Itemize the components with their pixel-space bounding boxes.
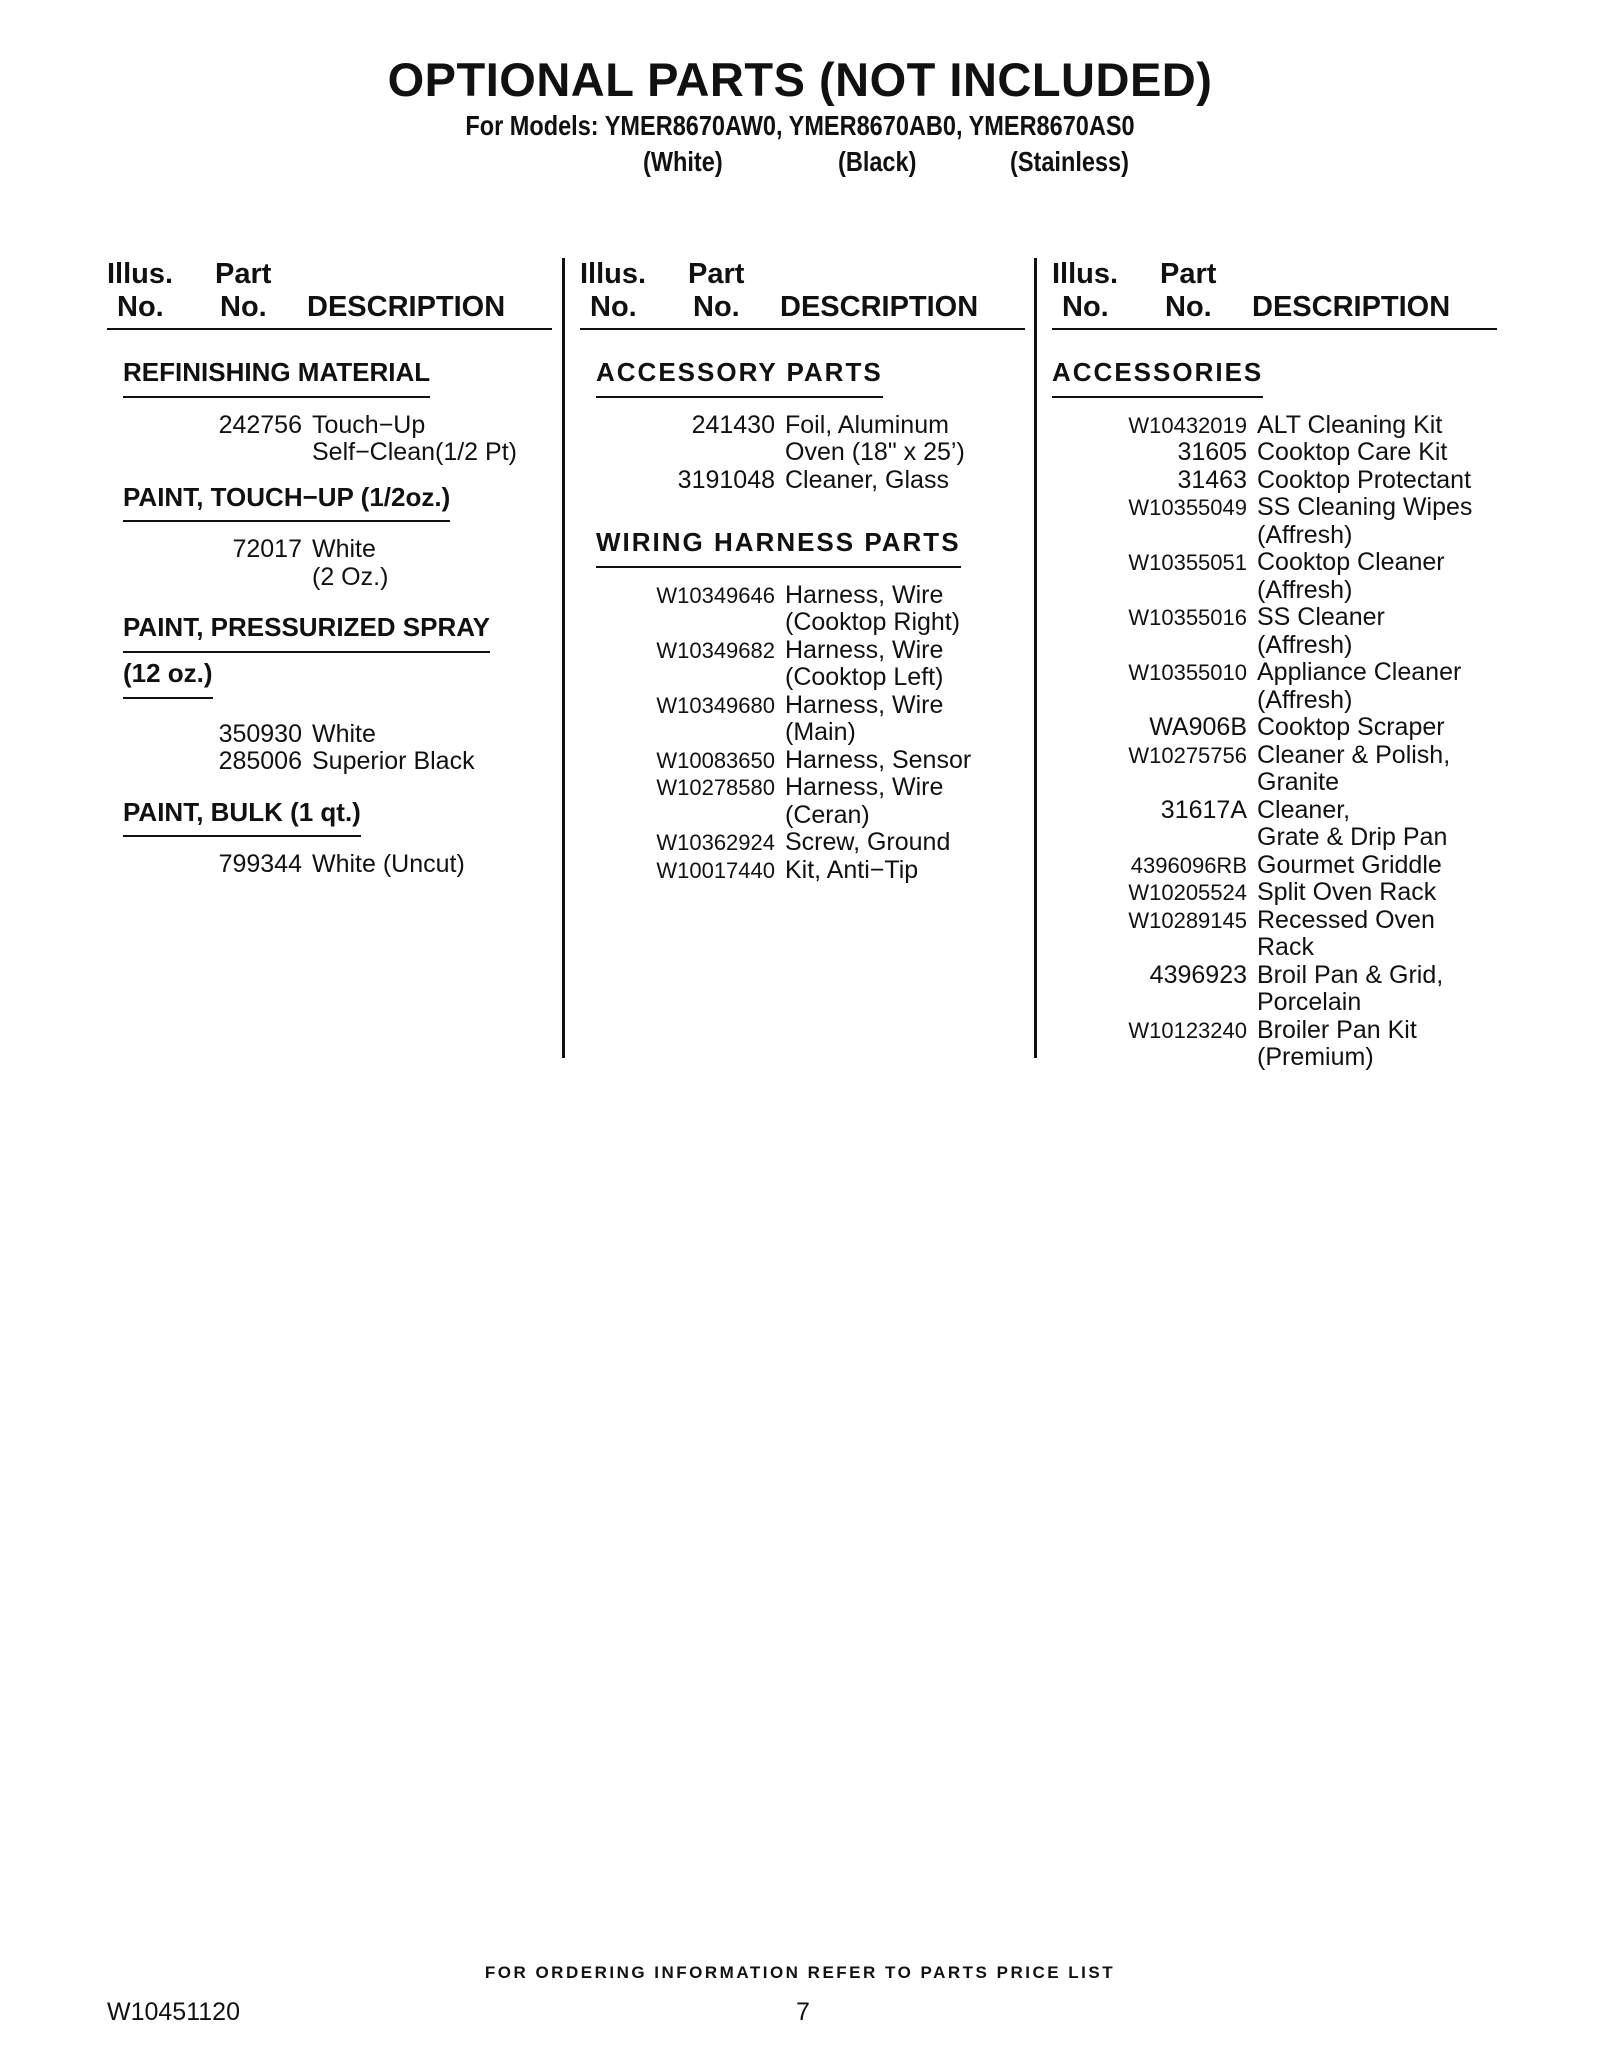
part-number: W10349682: [656, 637, 775, 663]
color-white: (White): [643, 146, 723, 177]
part-description: Cooktop Care Kit: [1257, 438, 1448, 467]
part-description: Recessed Oven Rack: [1257, 905, 1435, 962]
part-description: SS Cleaner (Affresh): [1257, 603, 1385, 659]
part-number: W10289145: [1128, 907, 1247, 933]
part-description: Kit, Anti−Tip: [785, 855, 919, 884]
part-description: Broiler Pan Kit (Premium): [1257, 1015, 1417, 1072]
section-accessories: [1052, 354, 1497, 1072]
section-paint-bulk: [107, 794, 552, 879]
header-illus: Illus.: [107, 258, 174, 290]
part-number: WA906B: [1149, 713, 1247, 742]
part-number: W10355016: [1128, 605, 1247, 631]
part-number: W10362924: [656, 830, 775, 856]
part-description: ALT Cleaning Kit: [1257, 410, 1443, 439]
column-header: [1052, 258, 1497, 330]
column-divider: [1034, 258, 1037, 1058]
part-row: [1052, 549, 1497, 604]
header-part-no: No.: [1165, 291, 1212, 323]
section-wiring-harness-parts: [580, 524, 1025, 884]
part-row: [1052, 852, 1497, 880]
part-number: W10349680: [656, 692, 775, 718]
part-row: [580, 857, 1025, 885]
part-row: [107, 748, 552, 776]
part-number: 31463: [1177, 465, 1247, 494]
color-stainless: (Stainless): [1010, 146, 1129, 177]
part-description: Cleaner, Grate & Drip Pan: [1257, 795, 1448, 852]
part-description: Broil Pan & Grid, Porcelain: [1257, 960, 1444, 1017]
part-row: [1052, 467, 1497, 495]
section-paint-touch-up: [107, 479, 552, 592]
page-number: 7: [796, 1998, 810, 2026]
header-part-no: No.: [220, 291, 267, 323]
part-row: [580, 412, 1025, 467]
section-title: ACCESSORIES: [1052, 354, 1263, 398]
part-row: [1052, 907, 1497, 962]
part-row: [1052, 714, 1497, 742]
part-description: Harness, Wire (Cooktop Left): [785, 635, 944, 692]
part-number: 31617A: [1160, 795, 1247, 824]
section-paint-pressurized-spray: [107, 609, 552, 775]
column-divider: [562, 258, 565, 1058]
section-accessory-parts: [580, 354, 1025, 494]
header-part: Part: [1160, 258, 1217, 290]
part-row: [1052, 797, 1497, 852]
header-part: Part: [688, 258, 745, 290]
part-description: White (Uncut): [312, 850, 465, 879]
part-description: Split Oven Rack: [1257, 878, 1437, 907]
parts-column-3: [1052, 258, 1497, 1072]
header-illus: Illus.: [580, 258, 647, 290]
section-title: ACCESSORY PARTS: [596, 354, 883, 398]
section-title-cont: (12 oz.): [123, 655, 213, 699]
header-description: DESCRIPTION: [307, 291, 506, 323]
part-description: Gourmet Griddle: [1257, 850, 1442, 879]
header-illus-no: No.: [590, 291, 637, 323]
part-description: White: [312, 719, 376, 748]
part-description: Cleaner, Glass: [785, 465, 949, 494]
part-row: [580, 582, 1025, 637]
part-row: [107, 721, 552, 749]
part-description: Harness, Wire (Main): [785, 690, 944, 747]
part-description: Harness, Wire (Ceran): [785, 773, 944, 829]
part-row: [580, 467, 1025, 495]
part-description: Cooktop Cleaner (Affresh): [1257, 548, 1445, 604]
part-row: [107, 536, 552, 591]
part-row: [1052, 604, 1497, 659]
part-row: [107, 851, 552, 879]
part-description: SS Cleaning Wipes (Affresh): [1257, 493, 1473, 549]
model-colors: [0, 146, 1600, 182]
part-number: W10355049: [1128, 495, 1247, 521]
part-number: W10205524: [1128, 880, 1247, 906]
part-number: 350930: [218, 719, 302, 748]
section-title: WIRING HARNESS PARTS: [596, 524, 961, 568]
part-row: [1052, 439, 1497, 467]
part-description: Screw, Ground: [785, 828, 951, 857]
part-number: W10355010: [1128, 660, 1247, 686]
part-row: [1052, 962, 1497, 1017]
models-line: For Models: YMER8670AW0, YMER8670AB0, YMER8670AS0: [465, 110, 1135, 141]
part-number: 3191048: [677, 465, 775, 494]
part-row: [580, 637, 1025, 692]
part-row: [1052, 494, 1497, 549]
document-id: W10451120: [107, 1998, 240, 2026]
part-number: W10432019: [1128, 412, 1247, 438]
part-row: [1052, 742, 1497, 797]
section-refinishing-material: [107, 354, 552, 467]
part-number: 72017: [232, 535, 302, 564]
section-title: PAINT, PRESSURIZED SPRAY: [123, 609, 490, 653]
header-part-no: No.: [693, 291, 740, 323]
part-description: Harness, Wire (Cooktop Right): [785, 580, 961, 637]
part-number: W10275756: [1128, 742, 1247, 768]
header-illus: Illus.: [1052, 258, 1119, 290]
header-description: DESCRIPTION: [780, 291, 979, 323]
part-row: [1052, 412, 1497, 440]
part-number: 4396096RB: [1130, 852, 1247, 878]
part-number: 285006: [218, 747, 302, 776]
part-number: 242756: [218, 410, 302, 439]
part-number: 31605: [1177, 438, 1247, 467]
part-row: [107, 412, 552, 467]
parts-column-2: [580, 258, 1025, 1058]
part-number: W10349646: [656, 582, 775, 608]
part-number: W10278580: [656, 775, 775, 801]
part-description: Harness, Sensor: [785, 745, 972, 774]
color-black: (Black): [838, 146, 917, 177]
part-number: W10355051: [1128, 550, 1247, 576]
part-row: [580, 692, 1025, 747]
part-description: Cleaner & Polish, Granite: [1257, 740, 1451, 797]
part-description: Cooktop Protectant: [1257, 465, 1472, 494]
part-row: [580, 774, 1025, 829]
ordering-note: FOR ORDERING INFORMATION REFER TO PARTS PRICE LIST: [484, 1963, 1116, 1982]
part-number: W10017440: [656, 857, 775, 883]
part-row: [1052, 879, 1497, 907]
part-row: [580, 747, 1025, 775]
part-number: W10083650: [656, 747, 775, 773]
part-number: 4396923: [1149, 960, 1247, 989]
header-illus-no: No.: [117, 291, 164, 323]
section-title: REFINISHING MATERIAL: [123, 354, 430, 398]
part-row: [1052, 659, 1497, 714]
part-number: 799344: [218, 850, 302, 879]
part-row: [1052, 1017, 1497, 1072]
part-description: Foil, Aluminum Oven (18" x 25’): [785, 410, 965, 467]
page-title: OPTIONAL PARTS (NOT INCLUDED): [387, 53, 1213, 106]
parts-column-1: [107, 258, 552, 1058]
header-illus-no: No.: [1062, 291, 1109, 323]
part-row: [580, 829, 1025, 857]
column-header: [580, 258, 1025, 330]
part-number: 241430: [691, 410, 775, 439]
part-description: Touch−Up Self−Clean(1/2 Pt): [312, 410, 517, 467]
part-description: White (2 Oz.): [312, 535, 389, 591]
part-description: Appliance Cleaner (Affresh): [1257, 658, 1462, 714]
section-title: PAINT, BULK (1 qt.): [123, 794, 361, 838]
part-description: Cooktop Scraper: [1257, 713, 1445, 742]
part-number: W10123240: [1128, 1017, 1247, 1043]
section-title: PAINT, TOUCH−UP (1/2oz.): [123, 479, 450, 523]
column-header: [107, 258, 552, 330]
header-description: DESCRIPTION: [1252, 291, 1451, 323]
header-part: Part: [215, 258, 272, 290]
part-description: Superior Black: [312, 747, 475, 776]
